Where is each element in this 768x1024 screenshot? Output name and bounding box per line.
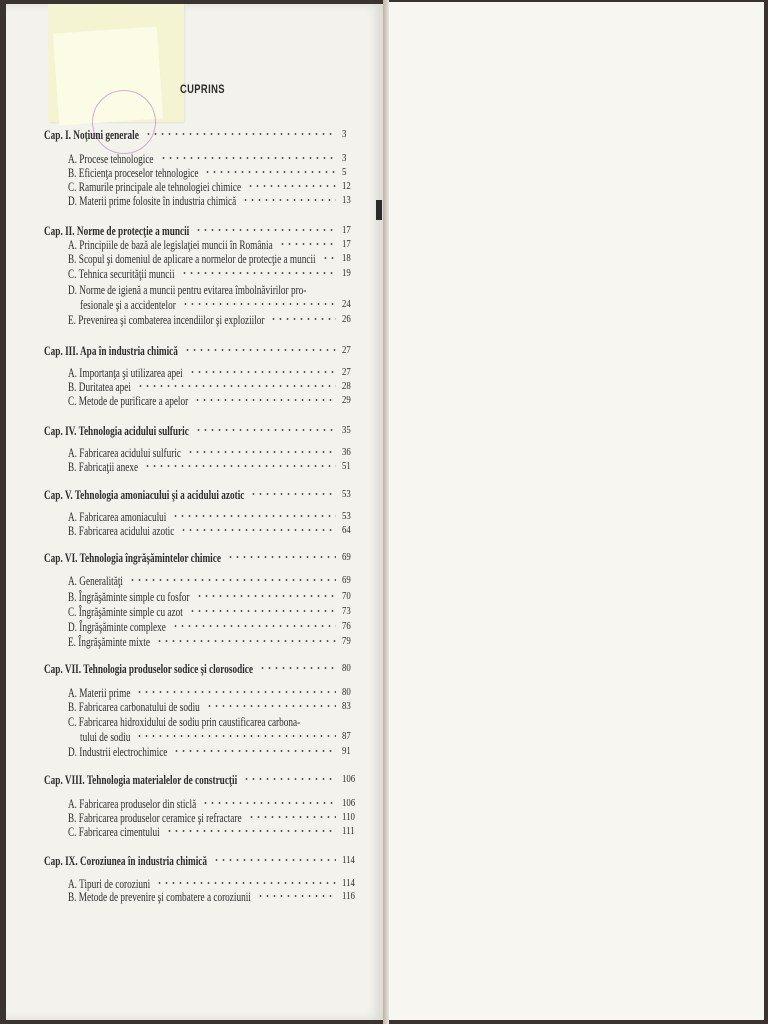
toc-page-number: 111 bbox=[342, 825, 355, 837]
toc-entry-title: A. Importanţa şi utilizarea apei bbox=[68, 366, 183, 380]
toc-leader-dots bbox=[227, 556, 336, 558]
toc-chapter-row bbox=[0, 488, 360, 502]
toc-page-number: 27 bbox=[342, 344, 351, 356]
toc-entry-row bbox=[0, 166, 360, 180]
toc-chapter-row bbox=[0, 224, 360, 238]
toc-leader-dots bbox=[160, 157, 336, 159]
toc-entry-title: C. Tehnica securităţii muncii bbox=[68, 267, 175, 281]
toc-entry-row bbox=[0, 267, 360, 281]
toc-page-number: 114 bbox=[342, 854, 355, 866]
toc-page-number: 26 bbox=[342, 313, 351, 325]
toc-page-number: 53 bbox=[342, 510, 351, 522]
toc-page-number: 79 bbox=[342, 635, 351, 647]
toc-entry-title: tului de sodiu bbox=[80, 730, 131, 744]
toc-leader-dots bbox=[194, 399, 336, 401]
toc-entry-row bbox=[0, 890, 360, 904]
toc-leader-dots bbox=[279, 243, 336, 245]
toc-page-number: 114 bbox=[342, 877, 355, 889]
toc-leader-dots bbox=[172, 625, 336, 627]
toc-entry-title: B. Fabricarea carbonatului de sodiu bbox=[68, 700, 200, 714]
toc-leader-dots bbox=[187, 451, 336, 453]
toc-entry-row bbox=[0, 194, 360, 208]
toc-leader-dots bbox=[156, 882, 336, 884]
toc-leader-dots bbox=[129, 579, 336, 581]
toc-page-number: 53 bbox=[342, 488, 351, 500]
page-edge-tab bbox=[376, 200, 382, 220]
toc-leader-dots bbox=[172, 515, 336, 517]
toc-entry-title: A. Fabricarea amoniacului bbox=[68, 510, 167, 524]
toc-leader-dots bbox=[144, 465, 336, 467]
toc-entry-row bbox=[0, 825, 360, 839]
toc-entry-title: A. Procese tehnologice bbox=[68, 152, 154, 166]
toc-entry-title: D. Industrii electrochimice bbox=[68, 745, 168, 759]
toc-entry-title: A. Materii prime bbox=[68, 686, 131, 700]
toc-page-number: 80 bbox=[342, 662, 351, 674]
toc-leader-dots bbox=[184, 349, 336, 351]
toc-page-number: 28 bbox=[342, 380, 351, 392]
toc-entry-row bbox=[0, 797, 360, 811]
toc-page-number: 17 bbox=[342, 224, 351, 236]
toc-entry-title: B. Fabricarea acidului azotic bbox=[68, 524, 175, 538]
toc-page-number: 80 bbox=[342, 686, 351, 698]
toc-entry-row bbox=[0, 590, 360, 604]
toc-entry-row bbox=[0, 366, 360, 380]
toc-leader-dots bbox=[243, 778, 336, 780]
toc-page-number: 70 bbox=[342, 590, 351, 602]
toc-page-number: 64 bbox=[342, 524, 351, 536]
toc-page-number: 19 bbox=[342, 267, 351, 279]
toc-page-number: 73 bbox=[342, 605, 351, 617]
toc-page-number: 12 bbox=[342, 180, 351, 192]
toc-leader-dots bbox=[247, 185, 336, 187]
toc-entry-row bbox=[0, 298, 360, 312]
toc-entry-row bbox=[0, 380, 360, 394]
toc-entry-title: C. Fabricarea hidroxidului de sodiu prin caustificarea carbona- bbox=[68, 715, 301, 729]
toc-page-number: 87 bbox=[342, 730, 351, 742]
toc-leader-dots bbox=[242, 199, 336, 201]
toc-entry-row bbox=[0, 394, 360, 408]
toc-entry-row bbox=[0, 446, 360, 460]
toc-leader-dots bbox=[195, 429, 336, 431]
toc-chapter-row bbox=[0, 662, 360, 676]
toc-leader-dots bbox=[189, 610, 336, 612]
toc-chapter-title: Cap. V. Tehnologia amoniacului şi a acidului azotic bbox=[44, 488, 245, 502]
toc-entry-row bbox=[0, 620, 360, 634]
toc-entry-title: C. Îngrăşăminte simple cu azot bbox=[68, 605, 183, 619]
toc-leader-dots bbox=[204, 171, 336, 173]
toc-page-number: 91 bbox=[342, 745, 351, 757]
toc-entry-title: B. Eficienţa proceselor tehnologice bbox=[68, 166, 199, 180]
toc-chapter-title: Cap. VI. Tehnologia îngrăşămintelor chimice bbox=[44, 551, 221, 565]
toc-page-number: 35 bbox=[342, 424, 351, 436]
toc-leader-dots bbox=[173, 750, 336, 752]
toc-leader-dots bbox=[189, 371, 336, 373]
toc-chapter-row bbox=[0, 551, 360, 565]
toc-page-number: 106 bbox=[342, 773, 356, 785]
toc-entry-title: fesionale şi a accidentelor bbox=[80, 298, 176, 312]
toc-chapter-title: Cap. VII. Tehnologia produselor sodice şi clorosodice bbox=[44, 662, 254, 676]
toc-leader-dots bbox=[196, 595, 336, 597]
toc-chapter-title: Cap. III. Apa în industria chimică bbox=[44, 344, 178, 358]
toc-chapter-title: Cap. VIII. Tehnologia materialelor de construcţii bbox=[44, 773, 238, 787]
toc-leader-dots bbox=[257, 895, 336, 897]
toc-entry-row bbox=[0, 877, 360, 891]
toc-leader-dots bbox=[213, 859, 336, 861]
toc-page-number: 83 bbox=[342, 700, 351, 712]
toc-leader-dots bbox=[182, 303, 336, 305]
toc-entry-row bbox=[0, 180, 360, 194]
toc-entry-title: D. Materii prime folosite în industria chimică bbox=[68, 194, 237, 208]
toc-entry-title: A. Generalităţi bbox=[68, 574, 123, 588]
toc-entry-row bbox=[0, 238, 360, 252]
toc-entry-title: E. Îngrăşăminte mixte bbox=[68, 635, 150, 649]
toc-page-number: 24 bbox=[342, 298, 351, 310]
toc-page-number: 116 bbox=[342, 890, 355, 902]
toc-chapter-title: Cap. II. Norme de protecţie a muncii bbox=[44, 224, 190, 238]
toc-leader-dots bbox=[180, 529, 336, 531]
right-page bbox=[389, 2, 764, 1020]
toc-page-number: 76 bbox=[342, 620, 351, 632]
toc-entry-row bbox=[0, 252, 360, 266]
toc-leader-dots bbox=[206, 705, 336, 707]
page-title: CUPRINS bbox=[180, 82, 225, 96]
toc-entry-row bbox=[0, 730, 360, 744]
toc-entry-title: A. Tipuri de coroziuni bbox=[68, 877, 151, 891]
toc-entry-title: E. Prevenirea şi combaterea incendiilor şi exploziilor bbox=[68, 313, 265, 327]
toc-chapter-row bbox=[0, 128, 360, 142]
toc-leader-dots bbox=[248, 816, 336, 818]
toc-leader-dots bbox=[136, 735, 336, 737]
toc-entry-title: B. Fabricaţii anexe bbox=[68, 460, 139, 474]
toc-entry-row bbox=[0, 574, 360, 588]
toc-entry-row bbox=[0, 700, 360, 714]
toc-page-number: 110 bbox=[342, 811, 355, 823]
toc-entry-row bbox=[0, 686, 360, 700]
toc-entry-title: B. Scopul şi domeniul de aplicare a normelor de protecţie a muncii bbox=[68, 252, 316, 266]
toc-entry-row bbox=[0, 460, 360, 474]
toc-leader-dots bbox=[270, 318, 336, 320]
toc-entry-row bbox=[0, 510, 360, 524]
toc-chapter-title: Cap. I. Noţiuni generale bbox=[44, 128, 139, 142]
toc-entry-title: C. Fabricarea cimentului bbox=[68, 825, 160, 839]
toc-leader-dots bbox=[195, 229, 336, 231]
toc-entry-row bbox=[0, 811, 360, 825]
toc-entry-title: B. Metode de prevenire şi combatere a coroziunii bbox=[68, 890, 251, 904]
toc-chapter-row bbox=[0, 344, 360, 358]
toc-page-number: 36 bbox=[342, 446, 351, 458]
toc-page-number: 13 bbox=[342, 194, 351, 206]
toc-leader-dots bbox=[259, 667, 336, 669]
toc-entry-title: A. Principiile de bază ale legislaţiei muncii în România bbox=[68, 238, 273, 252]
toc-page-number: 69 bbox=[342, 551, 351, 563]
toc-page-number: 17 bbox=[342, 238, 351, 250]
toc-entry-row bbox=[0, 283, 360, 297]
toc-page-number: 69 bbox=[342, 574, 351, 586]
toc-entry-title: A. Fabricarea acidului sulfuric bbox=[68, 446, 182, 460]
toc-chapter-title: Cap. IX. Coroziunea în industria chimică bbox=[44, 854, 208, 868]
toc-entry-title: B. Fabricarea produselor ceramice şi refractare bbox=[68, 811, 242, 825]
toc-chapter-row bbox=[0, 854, 360, 868]
toc-leader-dots bbox=[137, 385, 336, 387]
toc-entry-row bbox=[0, 313, 360, 327]
toc-entry-row bbox=[0, 745, 360, 759]
toc-entry-row bbox=[0, 152, 360, 166]
toc-leader-dots bbox=[156, 640, 336, 642]
toc-page-number: 18 bbox=[342, 252, 351, 264]
toc-entry-row bbox=[0, 715, 360, 729]
toc-leader-dots bbox=[181, 272, 336, 274]
toc-leader-dots bbox=[322, 257, 336, 259]
toc-chapter-title: Cap. IV. Tehnologia acidului sulfuric bbox=[44, 424, 189, 438]
toc-leader-dots bbox=[166, 830, 336, 832]
toc-leader-dots bbox=[202, 802, 336, 804]
toc-chapter-row bbox=[0, 424, 360, 438]
toc-leader-dots bbox=[136, 691, 336, 693]
toc-entry-title: A. Fabricarea produselor din sticlă bbox=[68, 797, 197, 811]
toc-page-number: 51 bbox=[342, 460, 351, 472]
toc-page-number: 106 bbox=[342, 797, 356, 809]
toc-leader-dots bbox=[145, 133, 336, 135]
toc-entry-title: D. Norme de igienă a muncii pentru evitarea îmbolnăvirilor pro- bbox=[68, 283, 307, 297]
toc-entry-row bbox=[0, 524, 360, 538]
toc-page-number: 5 bbox=[342, 166, 347, 178]
toc-page-number: 29 bbox=[342, 394, 351, 406]
toc-leader-dots bbox=[250, 493, 336, 495]
toc-entry-title: B. Îngrăşăminte simple cu fosfor bbox=[68, 590, 190, 604]
toc-chapter-row bbox=[0, 773, 360, 787]
library-stamp bbox=[92, 90, 156, 154]
toc-page-number: 27 bbox=[342, 366, 351, 378]
toc-page-number: 3 bbox=[342, 128, 347, 140]
toc-entry-title: C. Ramurile principale ale tehnologiei chimice bbox=[68, 180, 242, 194]
toc-entry-row bbox=[0, 635, 360, 649]
toc-entry-title: B. Duritatea apei bbox=[68, 380, 131, 394]
toc-entry-title: C. Metode de purificare a apelor bbox=[68, 394, 189, 408]
toc-entry-title: D. Îngrăşăminte complexe bbox=[68, 620, 166, 634]
toc-entry-row bbox=[0, 605, 360, 619]
toc-page-number: 3 bbox=[342, 152, 347, 164]
